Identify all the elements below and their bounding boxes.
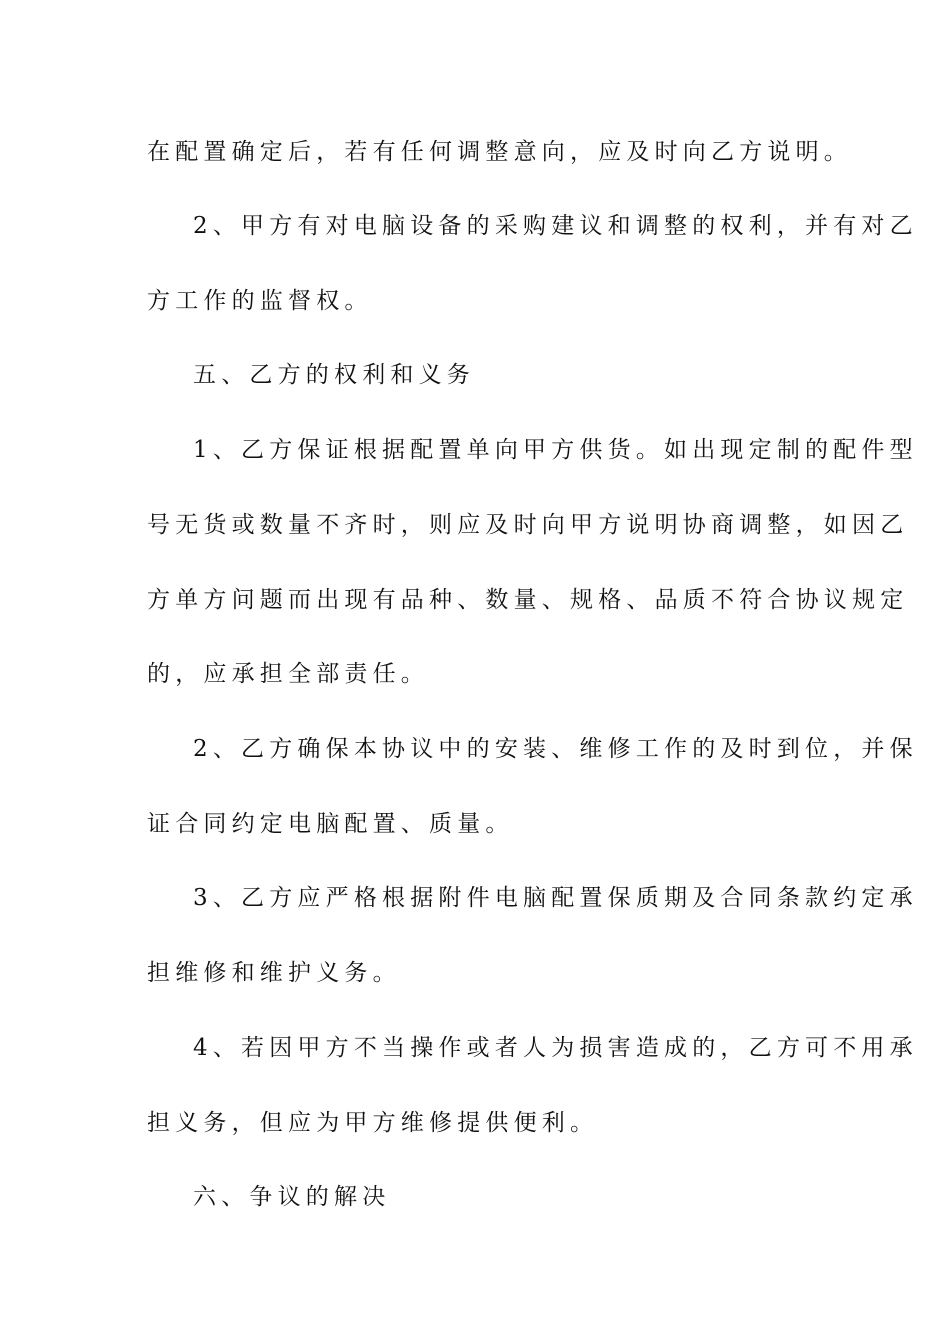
paragraph-line: 的，应承担全部责任。 [147,661,429,687]
paragraph-line: 方工作的监督权。 [147,288,373,314]
section-heading: 六、争议的解决 [193,1184,391,1210]
paragraph-line: 4、若因甲方不当操作或者人为损害造成的，乙方可不用承 [193,1035,918,1061]
paragraph-line: 2、乙方确保本协议中的安装、维修工作的及时到位，并保 [193,736,918,762]
paragraph-line: 3、乙方应严格根据附件电脑配置保质期及合同条款约定承 [193,885,918,911]
section-heading: 五、乙方的权利和义务 [193,362,475,388]
paragraph-line: 担维修和维护义务。 [147,960,401,986]
paragraph-line: 方单方问题而出现有品种、数量、规格、品质不符合协议规定 [147,587,909,613]
paragraph-line: 号无货或数量不齐时，则应及时向甲方说明协商调整，如因乙 [147,512,909,538]
paragraph-line: 在配置确定后，若有任何调整意向，应及时向乙方说明。 [147,139,852,165]
paragraph-line: 证合同约定电脑配置、质量。 [147,811,514,837]
paragraph-line: 担义务，但应为甲方维修提供便利。 [147,1110,599,1136]
paragraph-line: 2、甲方有对电脑设备的采购建议和调整的权利，并有对乙 [193,213,918,239]
paragraph-line: 1、乙方保证根据配置单向甲方供货。如出现定制的配件型 [193,437,918,463]
